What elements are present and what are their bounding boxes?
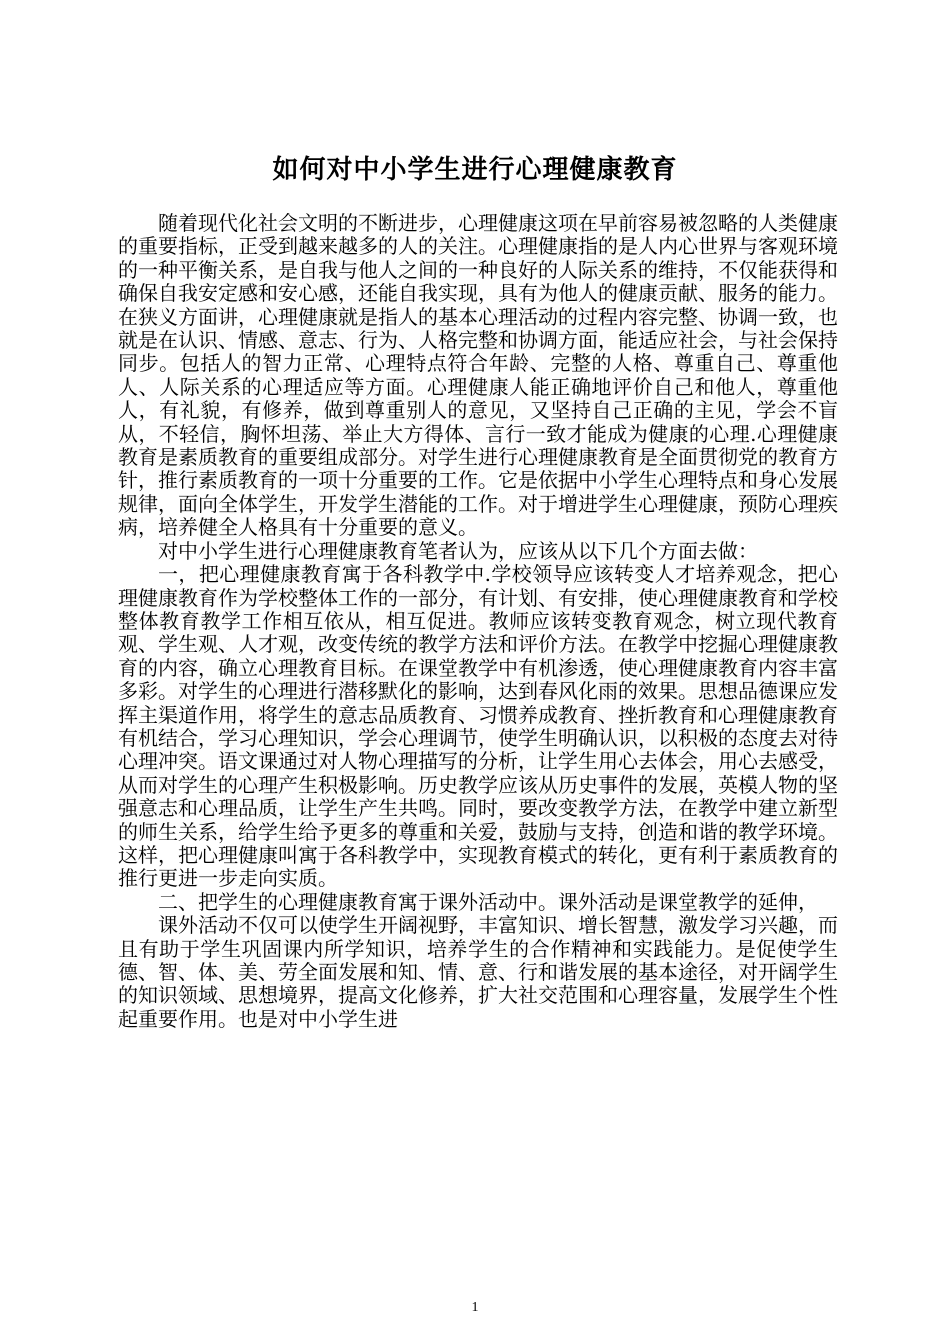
paragraph-section-two-heading: 二、把学生的心理健康教育寓于课外活动中。课外活动是课堂教学的延伸， [158, 889, 818, 914]
document-title: 如何对中小学生进行心理健康教育 [272, 155, 678, 185]
paragraph-section-two-body: 课外活动不仅可以使学生开阔视野，丰富知识、增长智慧，激发学习兴趣，而且有助于学生巩固课内所学知识，培养学生的合作精神和实践能力。是促使学生德、智、体、美、劳全面发展和知、情、意、行和谐发展的基本途径，对开阔学生的知识领域、思想境界，提高文化修养，扩大社交范围和心理容量，发展学生个性起重要作用。也是对中小学生进 [118, 913, 838, 1031]
page-number: 1 [471, 1300, 479, 1315]
paragraph-section-one: 一，把心理健康教育寓于各科教学中.学校领导应该转变人才培养观念，把心理健康教育作为学校整体工作的一部分，有计划、有安排，使心理健康教育和学校整体教育教学工作相互依从，相互促进。教师应该转变教育观念，树立现代教育观、学生观、人才观，改变传统的教学方法和评价方法。在教学中挖掘心理健康教育的内容，确立心理教育目标。在课堂教学中有机渗透，使心理健康教育内容丰富多彩。对学生的心理进行潜移默化的影响，达到春风化雨的效果。思想品德课应发挥主渠道作用，将学生的意志品质教育、习惯养成教育、挫折教育和心理健康教育有机结合，学习心理知识，学会心理调节，使学生明确认识，以积极的态度去对待心理冲突。语文课通过对人物心理描写的分析，让学生用心去体会，用心去感受，从而对学生的心理产生积极影响。历史教学应该从历史事件的发展，英模人物的坚强意志和心理品质，让学生产生共鸣。同时，要改变教学方法，在教学中建立新型的师生关系，给学生给予更多的尊重和关爱，鼓励与支持，创造和谐的教学环境。这样，把心理健康叫寓于各科教学中，实现教育模式的转化，更有利于素质教育的推行更进一步走向实质。 [118, 562, 838, 891]
paragraph-approach: 对中小学生进行心理健康教育笔者认为，应该从以下几个方面去做： [158, 538, 758, 563]
paragraph-intro: 随着现代化社会文明的不断进步，心理健康这项在早前容易被忽略的人类健康的重要指标，正受到越来越多的人的关注。心理健康指的是人内心世界与客观环境的一种平衡关系，是自我与他人之间的一种良好的人际关系的维持，不仅能获得和确保自我安定感和安心感，还能自我实现，具有为他人的健康贡献、服务的能力。在狭义方面讲，心理健康就是指人的基本心理活动的过程内容完整、协调一致，也就是在认识、情感、意志、行为、人格完整和协调方面，能适应社会，与社会保持同步。包括人的智力正常、心理特点符合年龄、完整的人格、尊重自己、尊重他人、人际关系的心理适应等方面。心理健康人能正确地评价自己和他人，尊重他人，有礼貌，有修养，做到尊重别人的意见，又坚持自己正确的主见，学会不盲从，不轻信，胸怀坦荡、举止大方得体、言行一致才能成为健康的心理.心理健康教育是素质教育的重要组成部分。对学生进行心理健康教育是全面贯彻党的教育方针，推行素质教育的一项十分重要的工作。它是依据中小学生心理特点和身心发展规律，面向全体学生，开发学生潜能的工作。对于增进学生心理健康，预防心理疾病，培养健全人格具有十分重要的意义。 [118, 211, 838, 540]
document-body [118, 212, 838, 1031]
